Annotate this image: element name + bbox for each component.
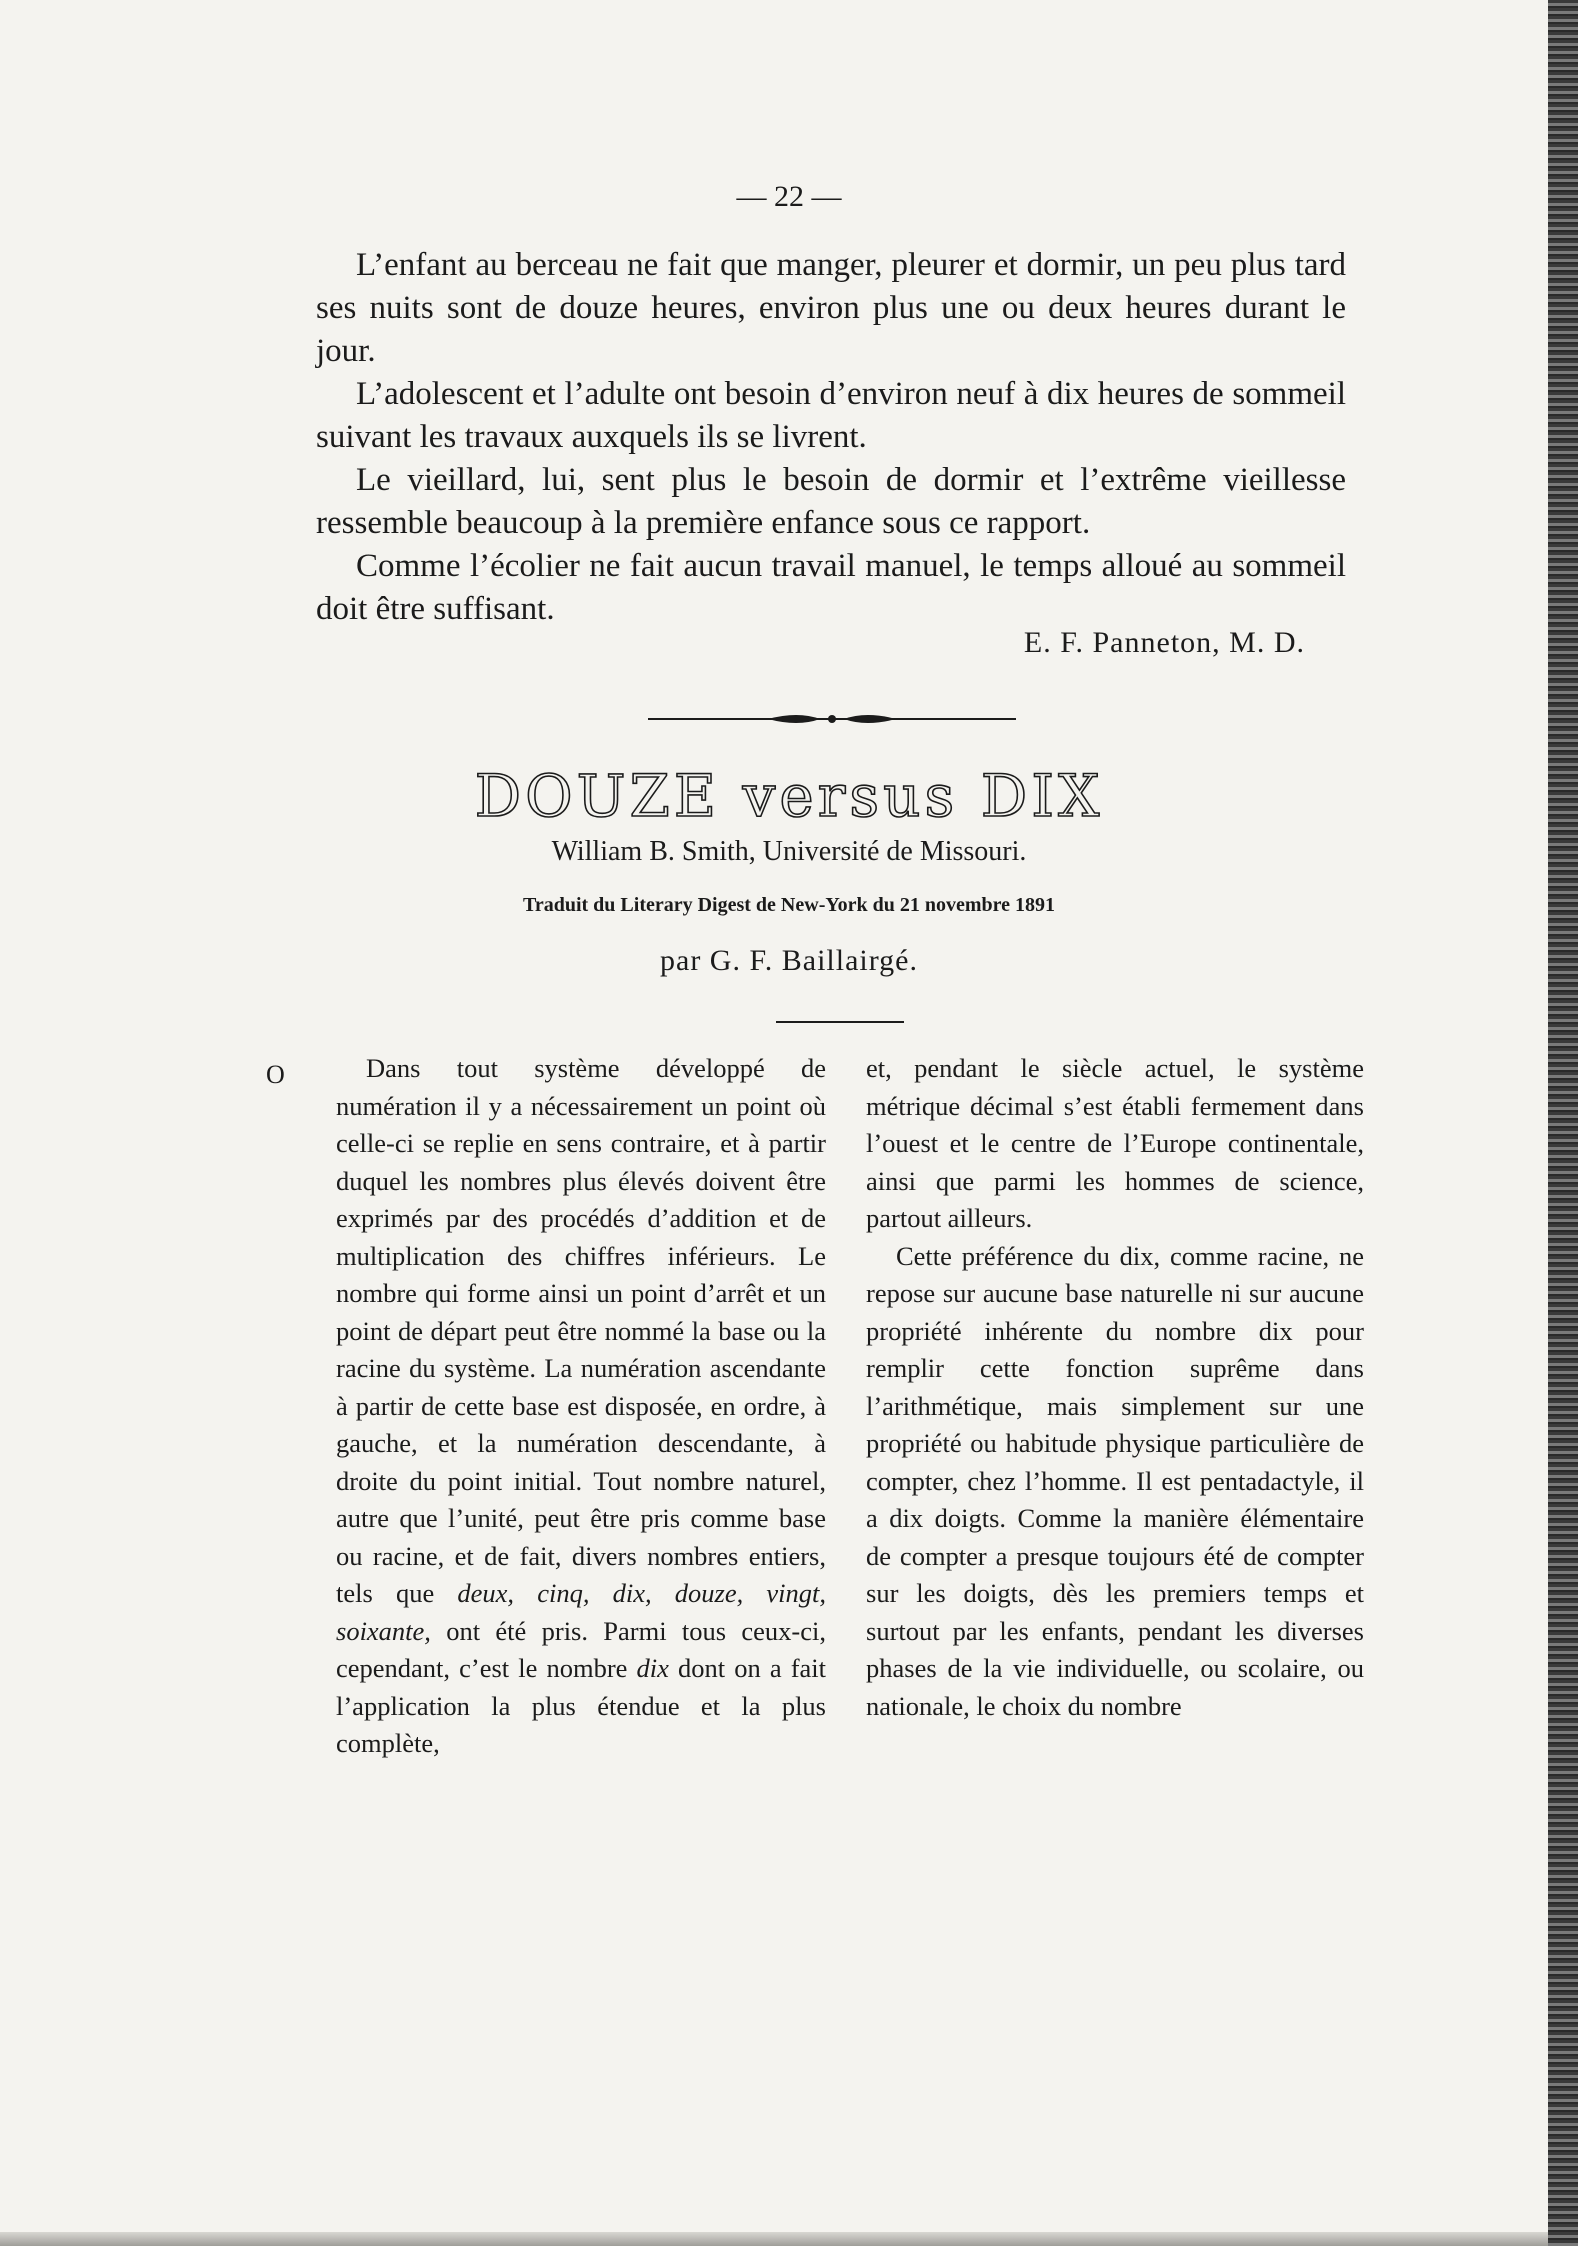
italic-text: dix <box>636 1653 669 1683</box>
body-text: Dans tout système développé de numération il y a nécessairement un point où celle-ci se replie en sens contraire, et à partir duquel les nombres plus élevés doivent être exprimés par des procédés d’addition et de multiplication des chiffres inférieurs. Le nombre qui forme ainsi un point d’arrêt et un point de départ peut être nommé la base ou la racine du système. La numération ascendante à partir de cette base est disposée, en ordre, à gauche, et la numération descendante, à droite du point initial. Tout nombre naturel, autre que l’unité, peut être pris comme base ou racine, et de fait, divers nombres entiers, tels que <box>336 1053 826 1608</box>
intro-paragraph: Le vieillard, lui, sent plus le besoin de dormir et l’extrême vieillesse ressemble beaucoup à la première enfance sous ce rapport. <box>316 462 1346 541</box>
body-text: ont été pris. Parmi tous ceux-ci, cependant, c’est le nombre <box>336 1615 826 1683</box>
intro-paragraph: Comme l’écolier ne fait aucun travail manuel, le temps alloué au sommeil doit être suffisant. <box>316 548 1346 627</box>
translation-note: Traduit du Literary Digest de New-York du 21 novembre 1891 <box>522 894 1056 916</box>
section-divider <box>776 1021 904 1023</box>
page-number: — 22 — <box>736 180 842 213</box>
body-paragraph: et, pendant le siècle actuel, le système métrique décimal s’est établi fermement dans l’ouest et le centre de l’Europe continentale, ainsi que parmi les hommes de science, partout ailleurs. <box>866 1053 1364 1233</box>
binding-edge <box>1548 0 1578 2246</box>
margin-mark: O <box>266 1060 285 1089</box>
left-column <box>336 1050 826 1763</box>
italic-text: deux, cinq, dix, douze, vingt, soixante, <box>336 1578 826 1646</box>
intro-paragraph: L’enfant au berceau ne fait que manger, pleurer et dormir, un peu plus tard ses nuits sont de douze heures, environ plus une ou deux heures durant le jour. <box>316 247 1346 369</box>
signature: E. F. Panneton, M. D. <box>1023 626 1305 659</box>
right-column <box>866 1050 1364 1725</box>
body-text: dont on a fait l’application la plus étendue et la plus complète, <box>336 1653 827 1758</box>
page-bottom-edge <box>0 2232 1548 2246</box>
body-paragraph: Cette préférence du dix, comme racine, ne repose sur aucune base naturelle ni sur aucune propriété inhérente du nombre dix pour remplir cette fonction suprême dans l’arithmétique, mais simplement sur une propriété ou habitude physique particulière de compter, chez l’homme. Il est pentadactyle, il a dix doigts. Comme la manière élémentaire de compter a presque toujours été de compter sur les doigts, dès les premiers temps et surtout par les enfants, pendant les diverses phases de la vie individuelle, ou scolaire, ou nationale, le choix du nombre <box>866 1240 1364 1721</box>
article-author: William B. Smith, Université de Missouri. <box>551 836 1027 867</box>
translator: par G. F. Baillairgé. <box>660 944 918 977</box>
intro-paragraph: L’adolescent et l’adulte ont besoin d’environ neuf à dix heures de sommeil suivant les travaux auxquels ils se livrent. <box>316 376 1346 455</box>
article-title: DOUZE versus DIX <box>474 762 1104 830</box>
intro-section <box>316 244 1346 631</box>
body-paragraph <box>336 1050 826 1763</box>
ornament-divider <box>648 704 1016 734</box>
